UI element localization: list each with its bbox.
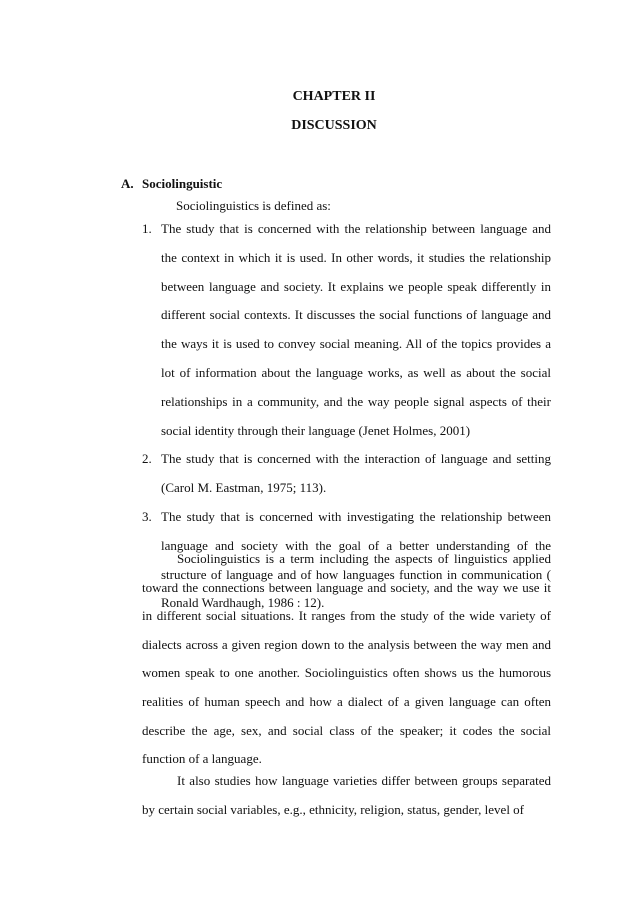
body-paragraph: It also studies how language varieties differ between groups separated by certain social variables, e.g., ethnicity, religion, status, gender, level of [142, 773, 551, 817]
section-label: A. [121, 176, 134, 191]
chapter-subtitle: DISCUSSION [291, 118, 377, 133]
list-item [142, 445, 551, 503]
list-item [142, 215, 551, 445]
chapter-title: CHAPTER II [292, 89, 376, 104]
list-item-text: The study that is concerned with the relationship between language and the context in which it is used. In other words, it studies the relationship between language and society. It explains we people speak differently in different social contexts. It discusses the social functions of language and the ways it is used to convey social meaning. All of the topics provides a lot of information about the language works, as well as about the social relationships in a community, and the way people signal aspects of their social identity through their language (Jenet Holmes, 2001) [161, 221, 551, 438]
list-item-number: 3. [142, 508, 152, 524]
list-item-number: 1. [142, 221, 152, 236]
section-title: Sociolinguistic [142, 176, 223, 191]
list-item-text: The study that is concerned with the interaction of language and setting (Carol M. Eastman, 1975; 113). [161, 451, 551, 496]
section-heading [121, 176, 222, 192]
section-intro: Sociolinguistics is defined as: [176, 198, 331, 213]
list-item-number: 2. [142, 451, 152, 467]
list-item-text: The study that is concerned with investigating the relationship between language and society with the goal of a better understanding of the structure of language and of how languages function in communication ( Ronald Wardhaugh, 1986 : 12). [161, 508, 551, 611]
body-paragraph: Sociolinguistics is a term including the aspects of linguistics applied toward the connections between language and society, and the way we use it in different social situations. It ranges from the study of the wide variety of dialects across a given region down to the analysis between the way men and women speak to one another. Sociolinguistics often shows us the humorous realities of human speech and how a dialect of a given language can often describe the age, sex, and social class of the speaker; it codes the social function of a language. [142, 551, 551, 767]
